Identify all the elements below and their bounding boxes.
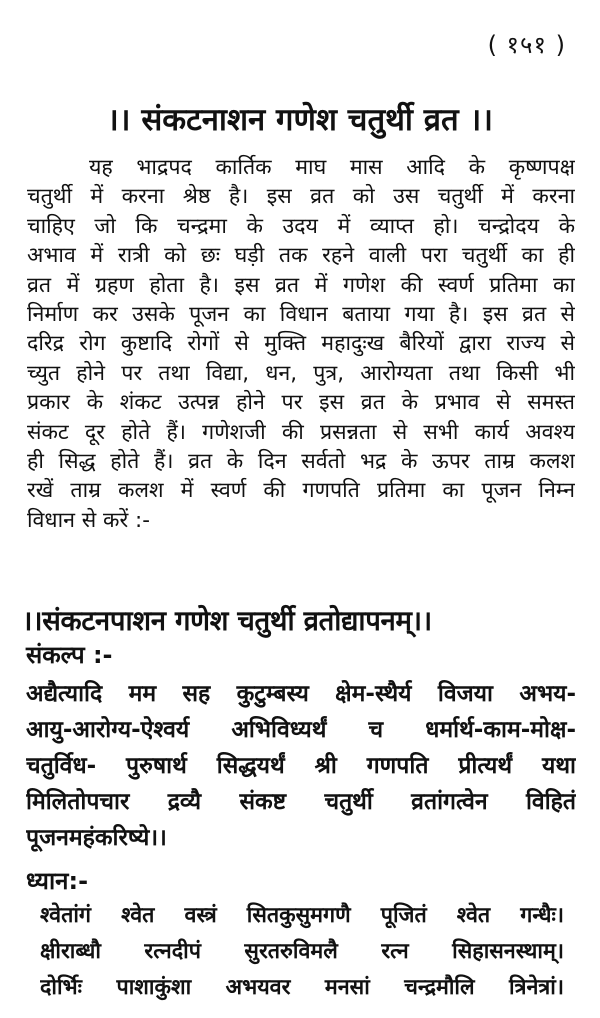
text-line: यह भाद्रपद कार्तिक माघ मास आदि के कृष्णपक्ष (89, 155, 575, 180)
verse-line: क्षीराब्धौ रत्नदीपं सुरतरुविमलै रत्न सिहासनस्थाम्। (40, 939, 564, 964)
sankalpa-label: संकल्प :- (26, 641, 113, 669)
page-title: ।। संकटनाशन गणेश चतुर्थी व्रत ।। (107, 102, 493, 138)
section-heading: ।।संकटनपाशन गणेश चतुर्थी व्रतोद्यापनम्।। (22, 605, 432, 637)
intro-paragraph (27, 153, 575, 535)
text-line: व्रत में ग्रहण होता है। इस व्रत में गणेश की स्वर्ण प्रतिमा का (27, 272, 575, 298)
text-line: संकट दूर होते हैं। गणेशजी की प्रसन्नता से सभी कार्य अवश्य (27, 419, 575, 445)
text-line: विधान से करें :- (27, 507, 150, 533)
dhyana-verse (40, 898, 564, 1006)
text-line: रखें ताम्र कलश में स्वर्ण की गणपति प्रतिमा का पूजन निम्न (27, 478, 575, 504)
text-line: प्रकार के शंकट उत्पन्न होने पर इस व्रत के प्रभाव से समस्त (27, 390, 575, 416)
text-line: अभाव में रात्री को छः घड़ी तक रहने वाली परा चतुर्थी का ही (27, 243, 575, 269)
verse-line: दोर्भिः पाशाकुंशा अभयवर मनसां चन्द्रमौलि त्रिनेत्रां। (40, 975, 564, 1000)
text-line: चतुर्विध- पुरुषार्थ सिद्धयर्थं श्री गणपति प्रीत्यर्थं यथा (26, 753, 576, 779)
text-line: पूजनमहंकरिष्ये।। (26, 825, 167, 851)
text-line: च्युत होने पर तथा विद्या, धन, पुत्र, आरोग्यता तथा किसी भी (27, 360, 575, 386)
dhyana-label: ध्यान:- (26, 867, 89, 895)
text-line: ही सिद्ध होते हैं। व्रत के दिन सर्वतो भद्र के ऊपर ताम्र कलश (27, 448, 575, 474)
text-line: दरिद्र रोग कुष्टादि रोगों से मुक्ति महादुःख बैरियों द्वारा राज्य से (27, 331, 575, 357)
text-line: मिलितोपचार द्रव्यै संकष्ट चतुर्थी व्रतांगत्वेन विहितं (26, 789, 576, 815)
sankalpa-text (26, 676, 576, 856)
verse-line: श्वेतांगं श्वेत वस्त्रं सितकुसुमगणै पूजितं श्वेत गन्धैः। (40, 903, 564, 928)
text-line: आयु-आरोग्य-ऐश्वर्य अभिविध्यर्थं च धर्मार्थ-काम-मोक्ष- (26, 717, 576, 743)
text-line: चाहिए जो कि चन्द्रमा के उदय में व्याप्त हो। चन्द्रोदय के (27, 213, 575, 239)
text-line: निर्माण कर उसके पूजन का विधान बताया गया है। इस व्रत से (27, 301, 575, 327)
text-line: अद्यैत्यादि मम सह कुटुम्बस्य क्षेम-स्थैर्य विजया अभय- (26, 681, 576, 707)
text-line: चतुर्थी में करना श्रेष्ठ है। इस व्रत को उस चतुर्थी में करना (27, 184, 575, 210)
page-number: ( १५१ ) (487, 31, 566, 59)
